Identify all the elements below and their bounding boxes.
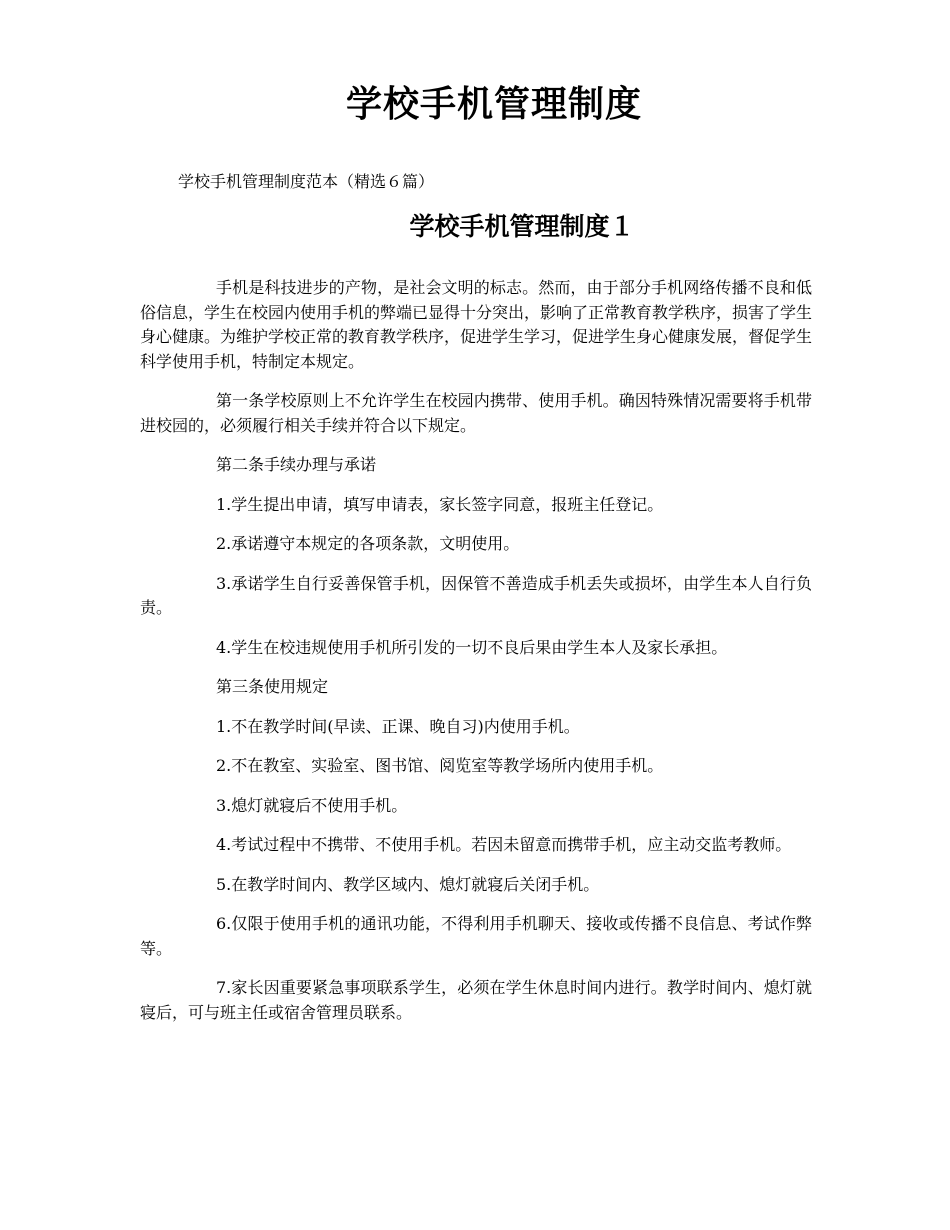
paragraph-item: 5.在教学时间内、教学区域内、熄灯就寝后关闭手机。 xyxy=(216,874,600,894)
paragraph-item: 6.仅限于使用手机的通讯功能，不得利用手机聊天、接收或传播不良信息、考试作弊等。 xyxy=(140,914,812,958)
paragraph-item: 4.考试过程中不携带、不使用手机。若因未留意而携带手机，应主动交监考教师。 xyxy=(216,835,792,854)
paragraph-article-3-heading: 第三条使用规定 xyxy=(216,677,329,696)
document-title: 学校手机管理制度 xyxy=(345,83,642,125)
paragraph-article-1: 第一条学校原则上不允许学生在校园内携带、使用手机。确因特殊情况需要将手机带进校园的，必须履行相关手续并符合以下规定。 xyxy=(140,391,812,435)
paragraph-article-2-heading: 第二条手续办理与承诺 xyxy=(216,455,377,474)
paragraph-item: 3.承诺学生自行妥善保管手机，因保管不善造成手机丢失或损坏，由学生本人自行负责。 xyxy=(140,573,812,617)
document-subtitle: 学校手机管理制度范本（精选６篇） xyxy=(178,172,435,191)
document-body xyxy=(140,276,812,1040)
paragraph-item: 1.学生提出申请，填写申请表，家长签字同意，报班主任登记。 xyxy=(216,494,664,514)
paragraph-item: 4.学生在校违规使用手机所引发的一切不良后果由学生本人及家长承担。 xyxy=(216,637,728,657)
paragraph-item: 2.不在教室、实验室、图书馆、阅览室等教学场所内使用手机。 xyxy=(216,756,664,775)
paragraph-item: 2.承诺遵守本规定的各项条款，文明使用。 xyxy=(216,534,520,553)
paragraph-item: 3.熄灯就寝后不使用手机。 xyxy=(216,795,408,815)
paragraph-item: 7.家长因重要紧急事项联系学生，必须在学生休息时间内进行。教学时间内、熄灯就寝后，可与班主任或宿舍管理员联系。 xyxy=(140,978,812,1022)
paragraph-item: 1.不在教学时间(早读、正课、晚自习)内使用手机。 xyxy=(216,716,580,736)
section-heading: 学校手机管理制度１ xyxy=(409,212,635,241)
paragraph-intro: 手机是科技进步的产物，是社会文明的标志。然而，由于部分手机网络传播不良和低俗信息，学生在校园内使用手机的弊端已显得十分突出，影响了正常教育教学秩序，损害了学生身心健康。为维护学校正常的教育教学秩序，促进学生学习，促进学生身心健康发展，督促学生科学使用手机，特制定本规定。 xyxy=(140,278,813,371)
